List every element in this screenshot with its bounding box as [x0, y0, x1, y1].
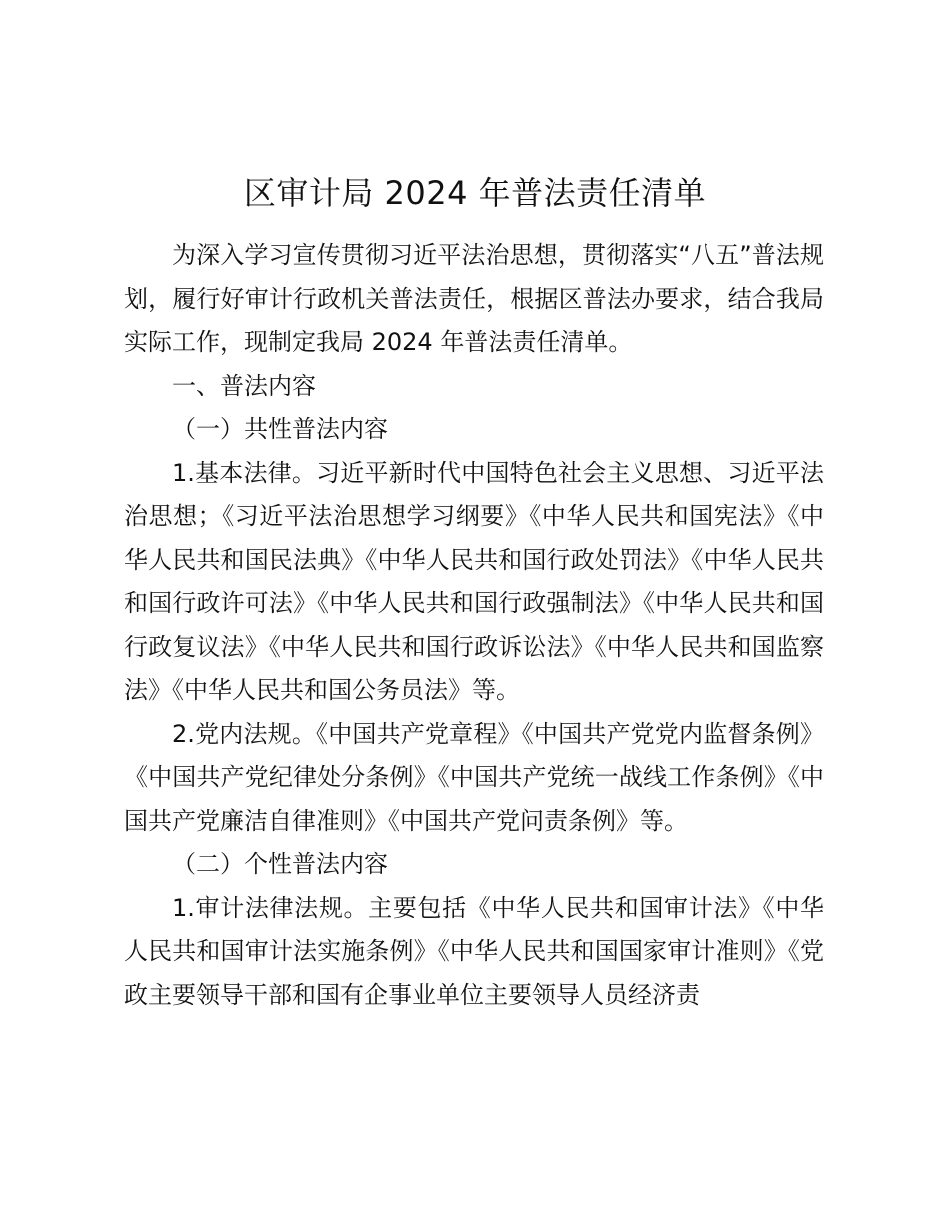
document-title: 区审计局 2024 年普法责任清单 [243, 174, 707, 212]
intro-paragraph: 为深入学习宣传贯彻习近平法治思想，贯彻落实“八五”普法规划，履行好审计行政机关普法责任，根据区普法办要求，结合我局实际工作，现制定我局 2024 年普法责任清单。 [124, 241, 824, 356]
paragraph-basic-laws: 1.基本法律。习近平新时代中国特色社会主义思想、习近平法治思想；《习近平法治思想学习纲要》《中华人民共和国宪法》《中华人民共和国民法典》《中华人民共和国行政处罚法》《中华人民共和国行政许可法》《中华人民共和国行政强制法》《中华人民共和国行政复议法》《中华人民共和国行政诉讼法》《中华人民共和国监察法》《中华人民共和国公务员法》等。 [124, 458, 824, 704]
document-body [124, 234, 824, 1017]
subsection-heading-common: （一）共性普法内容 [172, 415, 388, 443]
paragraph-party-regulations: 2.党内法规。《中国共产党章程》《中国共产党党内监督条例》《中国共产党纪律处分条例》《中国共产党统一战线工作条例》《中国共产党廉洁自律准则》《中国共产党问责条例》等。 [124, 719, 824, 835]
subsection-heading-specific: （二）个性普法内容 [172, 850, 388, 878]
paragraph-audit-laws: 1.审计法律法规。主要包括《中华人民共和国审计法》《中华人民共和国审计法实施条例》《中华人民共和国国家审计准则》《党政主要领导干部和国有企事业单位主要领导人员经济责 [124, 893, 824, 1009]
section-heading-content: 一、普法内容 [172, 371, 316, 400]
